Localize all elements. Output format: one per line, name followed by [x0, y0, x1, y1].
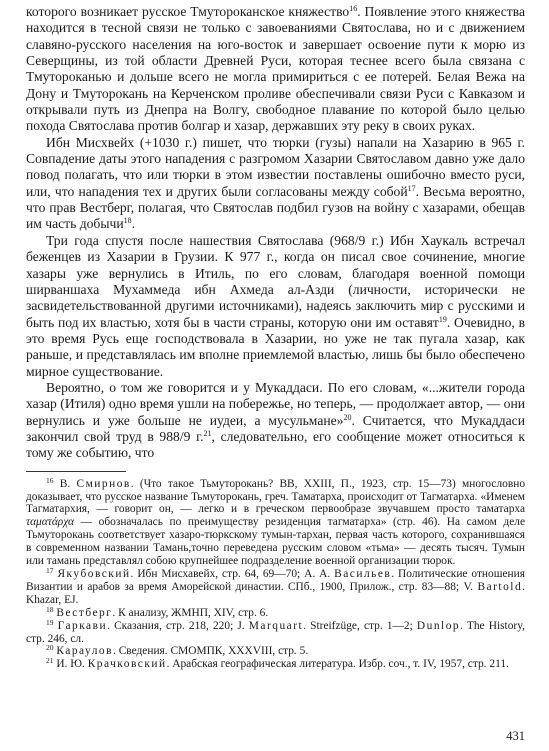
footnote: $^{19}$ Гаркави. Сказания, стр. 218, 220; J. Marquart. Streifzüge, стр. 1—2; Dunlop. The History, стр. 246, сл. — [26, 617, 525, 645]
footnote: $^{18}$ Вестберг. К анализу, ЖМНП, XIV, стр. 6. — [46, 604, 269, 619]
footnote: $^{21}$ И. Ю. Крачковский. Арабская географическая литература. Избр. соч., т. IV, 1957, стр. 211. — [46, 656, 509, 671]
footnote-separator — [26, 471, 126, 472]
paragraph: Ибн Мисхвейх (+1030 г.) пишет, что тюрки (гузы) напали на Хазарию в 965 г. Совпадение даты этого нападения с разгромом Хазарии Святославом давно уже дало повод полагать, что или тюрки в этом известии поставлены ошибочно вместо руси, или, что нападения тех и других были согласованы между собой$^{17}$. Весьма вероятно, что прав Вестберг, полагая, что Святослав подбил гузов на войну с хазарами, обещав им часть добычи$^{18}$. — [26, 134, 525, 232]
footnote: $^{16}$ В. Смирнов. (Что такое Тьмуторокань? ВВ, XXIII, П., 1923, стр. 15—73) многословно доказывает, что русское название Тьмуторокань, греч. Таматарха, происходит от Тагматарха. «Именем Тагматархия, — говорит он, — легко и в греческом первообразе звучавшем просто таматарха ταματάρχα — обозначалась по преимуществу резиденция тагматарха» (стр. 46). На самом деле Тьмуторокань соответствует хазаро-тюркскому тумын-тархан, первая часть которого, сохранившаяся в современном названии Тамань,точно переведена русским словом «тьма» — десять тысяч. Тумын или тамань представлял собою крупнейшее подразделение военной организации тюрок. — [26, 475, 526, 568]
footnote: $^{20}$ Караулов. Сведения. СМОМПК, XXXVIII, стр. 5. — [46, 643, 309, 658]
paragraph: Три года спустя после нашествия Святослава (968/9 г.) Ибн Хаукаль встречал беженцев из Хазарии в Грузии. К 977 г., когда он писал свое сочинение, многие хазары уже вернулись в Итиль, по его словам, благодаря военной помощи ширваншаха Мухаммеда ибн Ахмеда ал-Азди (личности, исторически не засвидетельствованной другими источниками), надеясь заключить мир с русскими и быть под их властью, хотя бы в части страны, которую они им оставят$^{19}$. Очевидно, в это время Русь еще господствовала в Хазарии, но уже не так пугала хазар, как раньше, и представлялась им вполне приемлемой властью, лишь бы было обеспечено мирное существование. — [26, 232, 525, 379]
paragraph: которого возникает русское Тмутороканское княжество$^{16}$. Появление этого княжества находится в тесной связи не только с завоеваниями Святослава, но и с движением славяно-русского населения на юго-восток и завершает освоение пути к морю из Северщины, из той области Древней Руси, которая теснее всего была связана с Тмутороканью и дольше всего не могла примириться с ее потерей. Белая Вежа на Дону и Тмуторокань на Керченском проливе обеспечивали связи Руси с Кавказом и открывали путь из Днепра на Волгу, свободное плавание по которой было целью похода Святослава против болгар и хазар, державших эту реку в своих руках. — [26, 4, 525, 134]
paragraph: Вероятно, о том же говорится и у Мукаддаси. По его словам, «...жители города хазар (Итиля) одно время ушли на побережье, но теперь, — продолжает автор, — они вернулись и уже больше не иудеи, а мусульмане»$^{20}$. Считается, что Мукаддаси закончил свой труд в 988/9 г.$^{21}$, следовательно, его сообщение может относиться к тому же событию, что — [26, 379, 525, 461]
page-number: 431 — [506, 729, 525, 743]
footnotes — [26, 475, 526, 672]
footnote: $^{17}$ Якубовский. Ибн Мисхавейх, стр. 64, 69—70; А. А. Васильев. Политические отношения Византии и арабов за время Аморейской династии. СПб., 1900, Прилож., стр. 83—88; V. Bartold. Khazar, EJ. — [26, 565, 525, 606]
main-text — [26, 4, 525, 462]
